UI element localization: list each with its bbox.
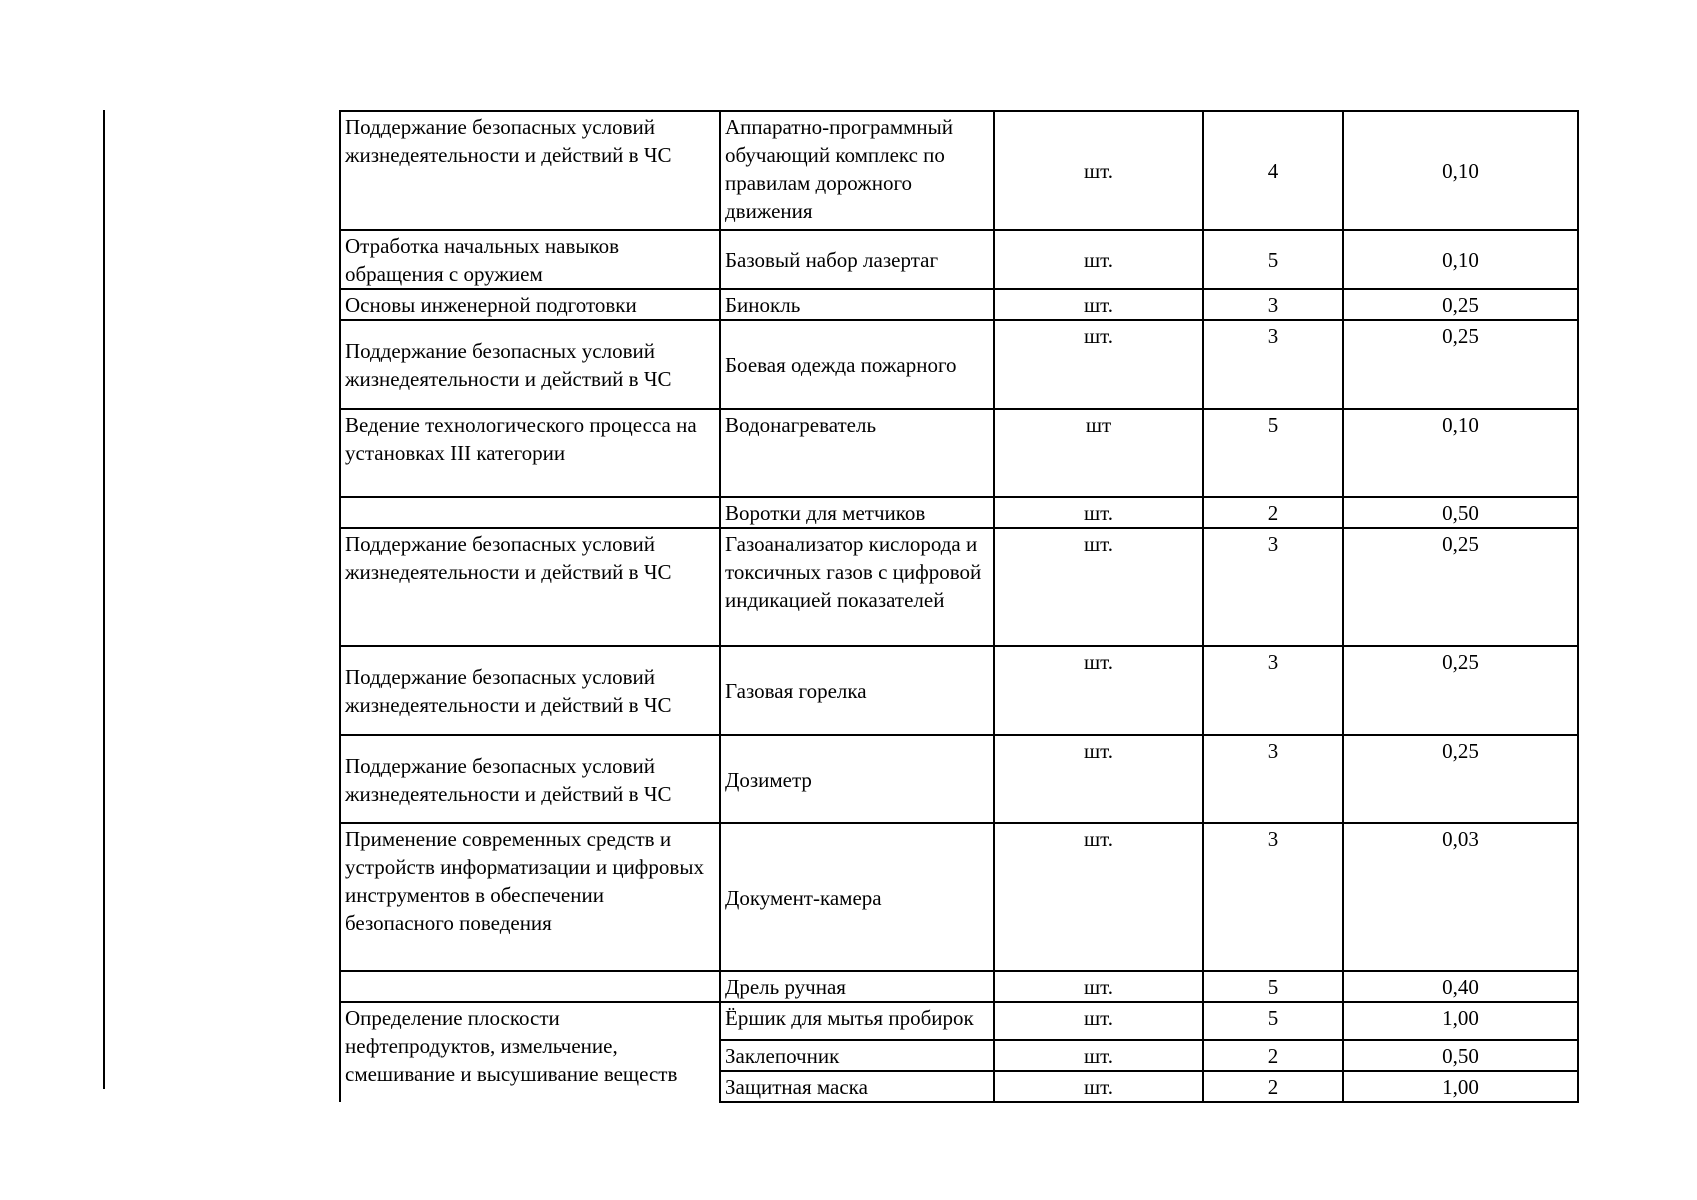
activity-cell: Применение современных средств и устройств информатизации и цифровых инструментов в обеспечении безопасного поведения: [340, 823, 720, 971]
quantity-cell: 3: [1203, 289, 1343, 320]
norm-cell: 0,10: [1343, 230, 1578, 289]
unit-cell: шт.: [994, 971, 1203, 1002]
table-row: [340, 528, 1578, 646]
item-cell: Бинокль: [720, 289, 994, 320]
quantity-cell: 2: [1203, 1071, 1343, 1102]
activity-cell: Поддержание безопасных условий жизнедеятельности и действий в ЧС: [340, 735, 720, 823]
quantity-cell: 3: [1203, 320, 1343, 409]
norm-cell: 0,03: [1343, 823, 1578, 971]
norm-cell: 0,10: [1343, 409, 1578, 497]
quantity-cell: 3: [1203, 528, 1343, 646]
table-row: [340, 409, 1578, 497]
item-cell: Ёршик для мытья пробирок: [720, 1002, 994, 1040]
norm-cell: 0,25: [1343, 320, 1578, 409]
quantity-cell: 5: [1203, 230, 1343, 289]
activity-cell: Поддержание безопасных условий жизнедеятельности и действий в ЧС: [340, 320, 720, 409]
norm-cell: 1,00: [1343, 1071, 1578, 1102]
activity-cell: Отработка начальных навыков обращения с оружием: [340, 230, 720, 289]
table-row: [340, 289, 1578, 320]
unit-cell: шт: [994, 409, 1203, 497]
item-cell: Боевая одежда пожарного: [720, 320, 994, 409]
activity-cell: [340, 971, 720, 1002]
left-margin-rule: [103, 110, 105, 1089]
item-cell: Газоанализатор кислорода и токсичных газов с цифровой индикацией показателей: [720, 528, 994, 646]
unit-cell: шт.: [994, 111, 1203, 230]
unit-cell: шт.: [994, 230, 1203, 289]
table-row: [340, 111, 1578, 230]
item-cell: Заклепочник: [720, 1040, 994, 1071]
unit-cell: шт.: [994, 528, 1203, 646]
unit-cell: шт.: [994, 497, 1203, 528]
norm-cell: 0,10: [1343, 111, 1578, 230]
item-cell: Водонагреватель: [720, 409, 994, 497]
quantity-cell: 5: [1203, 409, 1343, 497]
item-cell: Аппаратно-программный обучающий комплекс по правилам дорожного движения: [720, 111, 994, 230]
item-cell: Документ-камера: [720, 823, 994, 971]
unit-cell: шт.: [994, 1040, 1203, 1071]
unit-cell: шт.: [994, 823, 1203, 971]
activity-cell: Поддержание безопасных условий жизнедеятельности и действий в ЧС: [340, 528, 720, 646]
unit-cell: шт.: [994, 289, 1203, 320]
quantity-cell: 3: [1203, 646, 1343, 735]
activity-cell: Поддержание безопасных условий жизнедеятельности и действий в ЧС: [340, 646, 720, 735]
quantity-cell: 4: [1203, 111, 1343, 230]
table-row: [340, 971, 1578, 1002]
table-row: [340, 823, 1578, 971]
unit-cell: шт.: [994, 735, 1203, 823]
table-row: [340, 1002, 1578, 1040]
item-cell: Воротки для метчиков: [720, 497, 994, 528]
quantity-cell: 3: [1203, 823, 1343, 971]
norm-cell: 1,00: [1343, 1002, 1578, 1040]
norm-cell: 0,50: [1343, 1040, 1578, 1071]
unit-cell: шт.: [994, 320, 1203, 409]
item-cell: Базовый набор лазертаг: [720, 230, 994, 289]
table-row: [340, 230, 1578, 289]
quantity-cell: 2: [1203, 1040, 1343, 1071]
item-cell: Защитная маска: [720, 1071, 994, 1102]
norm-cell: 0,25: [1343, 528, 1578, 646]
equipment-table: [339, 110, 1579, 1103]
norm-cell: 0,40: [1343, 971, 1578, 1002]
norm-cell: 0,25: [1343, 735, 1578, 823]
table-row: [340, 735, 1578, 823]
norm-cell: 0,25: [1343, 289, 1578, 320]
activity-cell: [340, 497, 720, 528]
item-cell: Дрель ручная: [720, 971, 994, 1002]
norm-cell: 0,25: [1343, 646, 1578, 735]
quantity-cell: 5: [1203, 971, 1343, 1002]
item-cell: Газовая горелка: [720, 646, 994, 735]
norm-cell: 0,50: [1343, 497, 1578, 528]
quantity-cell: 3: [1203, 735, 1343, 823]
quantity-cell: 2: [1203, 497, 1343, 528]
activity-cell: Ведение технологического процесса на установках III категории: [340, 409, 720, 497]
table-row: [340, 646, 1578, 735]
quantity-cell: 5: [1203, 1002, 1343, 1040]
unit-cell: шт.: [994, 1002, 1203, 1040]
activity-cell: Поддержание безопасных условий жизнедеятельности и действий в ЧС: [340, 111, 720, 230]
activity-cell: Определение плоскости нефтепродуктов, измельчение, смешивание и высушивание веществ: [340, 1002, 720, 1102]
unit-cell: шт.: [994, 646, 1203, 735]
table-row: [340, 320, 1578, 409]
item-cell: Дозиметр: [720, 735, 994, 823]
activity-cell: Основы инженерной подготовки: [340, 289, 720, 320]
table-row: [340, 497, 1578, 528]
unit-cell: шт.: [994, 1071, 1203, 1102]
